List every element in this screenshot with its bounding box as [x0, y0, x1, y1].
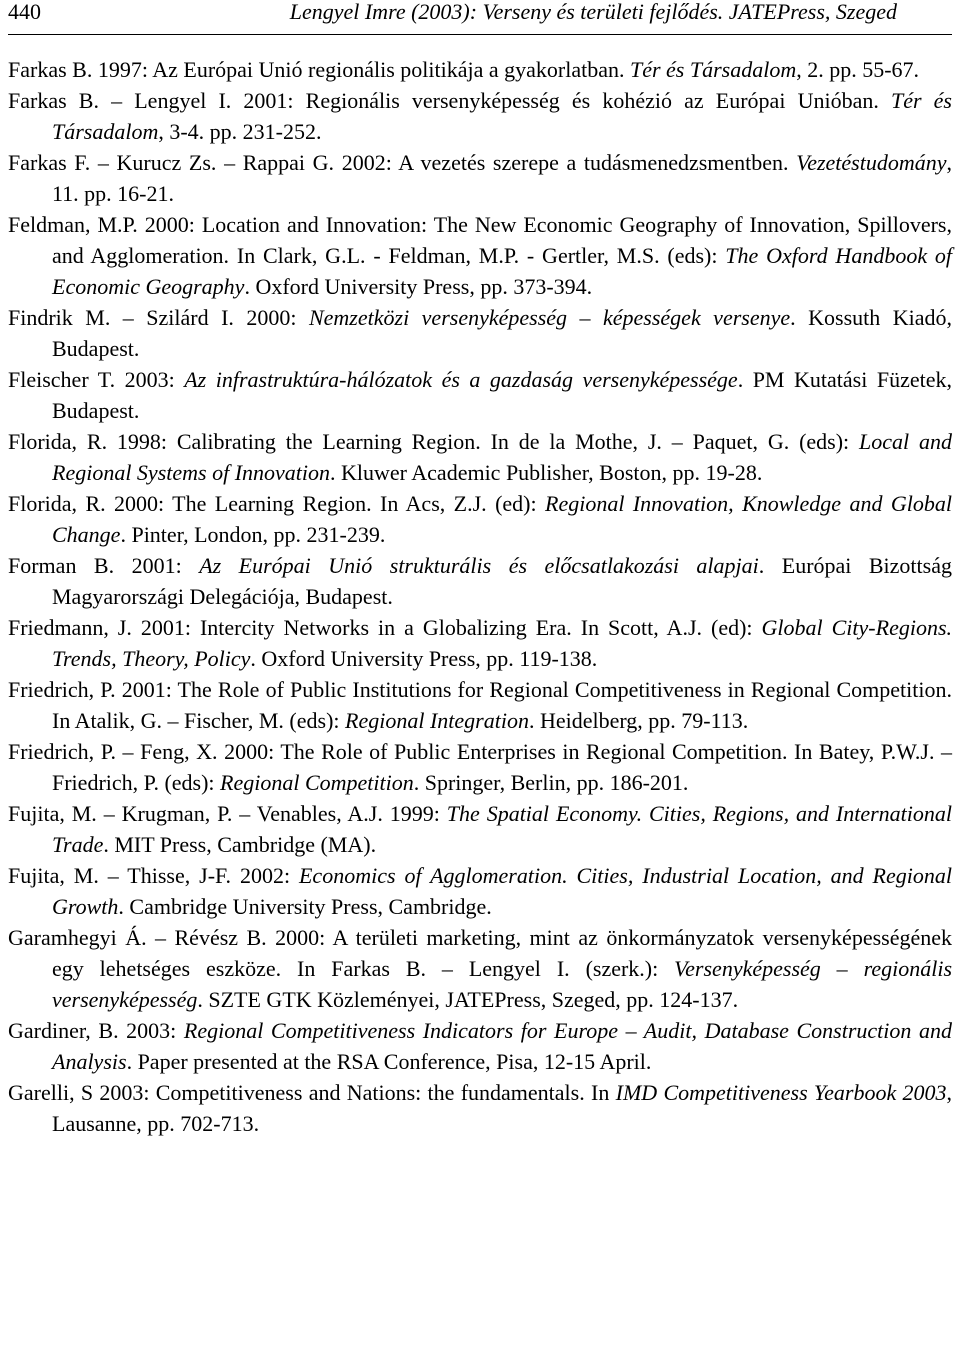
reference-title: Regional Competitiveness Indicators for Europe – Audit, Database Construction and Analysis	[52, 1018, 953, 1074]
reference-text: . Heidelberg, pp. 79-113.	[528, 708, 749, 733]
reference-text: , 3-4. pp. 231-252.	[158, 119, 322, 144]
reference-entry	[8, 612, 952, 674]
reference-title: Local and Regional Systems of Innovation	[52, 429, 952, 485]
reference-title: IMD Competitiveness Yearbook 2003	[615, 1080, 947, 1105]
reference-entry	[8, 302, 952, 364]
reference-text: . Cambridge University Press, Cambridge.	[118, 894, 492, 919]
reference-text: Forman B. 2001:	[8, 553, 200, 578]
reference-entry	[8, 1015, 952, 1077]
reference-title: Tér és Társadalom	[629, 57, 797, 82]
reference-text: Findrik M. – Szilárd I. 2000:	[8, 305, 309, 330]
reference-text: . MIT Press, Cambridge (MA).	[103, 832, 377, 857]
reference-text: . Pinter, London, pp. 231-239.	[120, 522, 386, 547]
reference-entry	[8, 736, 952, 798]
reference-text: , Lausanne, pp. 702-713.	[52, 1080, 952, 1136]
reference-text: , 2. pp. 55-67.	[796, 57, 920, 82]
reference-text: Friedrich, P. 2001: The Role of Public Institutions for Regional Competitiveness in Regional Competition. In Atalik, G. – Fischer, M. (eds):	[8, 677, 952, 733]
reference-title: Regional Integration	[345, 708, 529, 733]
reference-title: Az infrastruktúra-hálózatok és a gazdaság versenyképessége	[184, 367, 738, 392]
reference-text: . Kluwer Academic Publisher, Boston, pp. 19-28.	[330, 460, 763, 485]
reference-text: Gardiner, B. 2003:	[8, 1018, 184, 1043]
reference-text: . SZTE GTK Közleményei, JATEPress, Szeged, pp. 124-137.	[197, 987, 739, 1012]
reference-title: Regional Innovation, Knowledge and Global Change	[52, 491, 952, 547]
reference-text: . PM Kutatási Füzetek, Budapest.	[52, 367, 952, 423]
reference-title: Az Európai Unió strukturális és előcsatlakozási alapjai	[199, 553, 759, 578]
reference-title: Tér és Társadalom	[52, 88, 952, 144]
running-head: Lengyel Imre (2003): Verseny és területi fejlődés. JATEPress, Szeged	[289, 0, 897, 24]
reference-list	[8, 54, 952, 1139]
reference-entry	[8, 1077, 952, 1139]
reference-text: . Oxford University Press, pp. 373-394.	[244, 274, 593, 299]
reference-entry	[8, 922, 952, 1015]
reference-text: Florida, R. 2000: The Learning Region. In Acs, Z.J. (ed):	[8, 491, 546, 516]
reference-entry	[8, 860, 952, 922]
reference-text: . Európai Bizottság Magyarországi Delegációja, Budapest.	[52, 553, 952, 609]
page-header	[8, 0, 952, 24]
reference-title: Global City-Regions. Trends, Theory, Policy	[52, 615, 953, 671]
reference-entry	[8, 426, 952, 488]
reference-text: . Springer, Berlin, pp. 186-201.	[413, 770, 689, 795]
reference-text: Farkas B. 1997: Az Európai Unió regionális politikája a gyakorlatban.	[8, 57, 630, 82]
reference-title: Regional Competition	[220, 770, 414, 795]
reference-entry	[8, 85, 952, 147]
reference-title: The Spatial Economy. Cities, Regions, and International Trade	[52, 801, 953, 857]
header-rule	[8, 34, 952, 35]
reference-text: . Paper presented at the RSA Conference, Pisa, 12-15 April.	[126, 1049, 652, 1074]
reference-entry	[8, 54, 952, 85]
reference-text: Friedmann, J. 2001: Intercity Networks in a Globalizing Era. In Scott, A.J. (ed):	[8, 615, 762, 640]
reference-entry	[8, 798, 952, 860]
reference-text: Fujita, M. – Thisse, J-F. 2002:	[8, 863, 299, 888]
reference-entry	[8, 364, 952, 426]
page-number: 440	[8, 0, 41, 24]
reference-text: Florida, R. 1998: Calibrating the Learning Region. In de la Mothe, J. – Paquet, G. (eds):	[8, 429, 860, 454]
reference-title: Economics of Agglomeration. Cities, Industrial Location, and Regional Growth	[52, 863, 952, 919]
reference-entry	[8, 674, 952, 736]
reference-text: Garelli, S 2003: Competitiveness and Nations: the fundamentals. In	[8, 1080, 616, 1105]
reference-entry	[8, 550, 952, 612]
reference-text: Fujita, M. – Krugman, P. – Venables, A.J. 1999:	[8, 801, 447, 826]
reference-title: Vezetéstudomány	[796, 150, 947, 175]
reference-text: Farkas B. – Lengyel I. 2001: Regionális versenyképesség és kohézió az Európai Unióban.	[8, 88, 891, 113]
reference-title: Nemzetközi versenyképesség – képességek versenye	[308, 305, 791, 330]
reference-title: The Oxford Handbook of Economic Geography	[52, 243, 952, 299]
reference-text: . Oxford University Press, pp. 119-138.	[250, 646, 598, 671]
reference-entry	[8, 147, 952, 209]
reference-text: Feldman, M.P. 2000: Location and Innovation: The New Economic Geography of Innovation, Spillovers, and Agglomeration. In Clark, G.L. - Feldman, M.P. - Gertler, M.S. (eds):	[8, 212, 952, 268]
reference-text: Farkas F. – Kurucz Zs. – Rappai G. 2002: A vezetés szerepe a tudásmenedzsmentben.	[8, 150, 797, 175]
reference-text: , 11. pp. 16-21.	[52, 150, 952, 206]
reference-text: Friedrich, P. – Feng, X. 2000: The Role of Public Enterprises in Regional Competition. In Batey, P.W.J. – Friedrich, P. (eds):	[8, 739, 952, 795]
reference-text: Garamhegyi Á. – Révész B. 2000: A területi marketing, mint az önkormányzatok versenyképességének egy lehetséges eszköze. In Farkas B. – Lengyel I. (szerk.):	[8, 925, 952, 981]
reference-title: Versenyképesség – regionális versenyképesség	[52, 956, 953, 1012]
reference-text: . Kossuth Kiadó, Budapest.	[52, 305, 952, 361]
reference-entry	[8, 209, 952, 302]
reference-text: Fleischer T. 2003:	[8, 367, 185, 392]
reference-entry	[8, 488, 952, 550]
